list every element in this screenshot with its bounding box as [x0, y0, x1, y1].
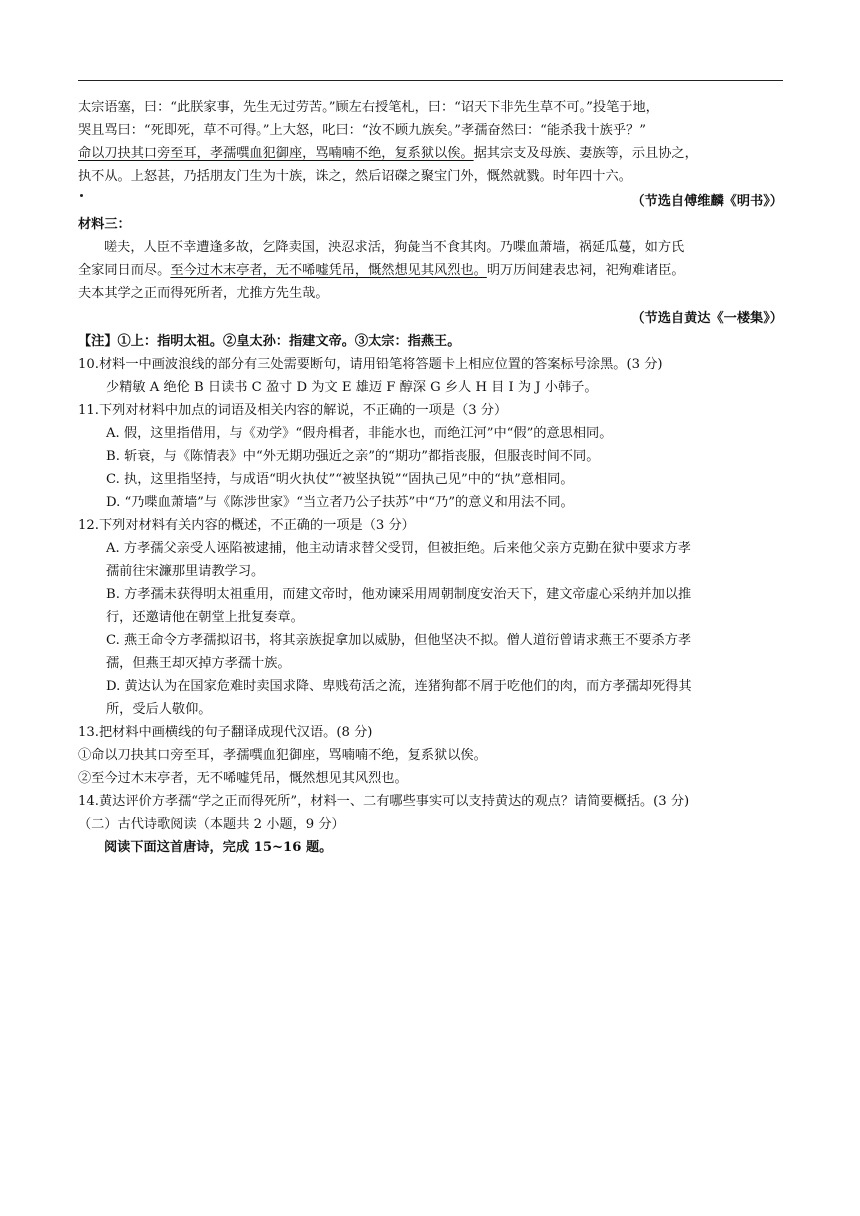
sentence-2: ②至今过木末亭者，无不唏嘘凭吊，慨然想见其风烈也。 [78, 771, 408, 786]
passage-line: 太宗语塞，曰：“此朕家事，先生无过劳苦。”顾左右授笔札，曰：“诏天下非先生草不可。”投笔于地， [78, 100, 659, 115]
passage-line: 哭且骂曰：“死即死，草不可得。”上大怒，叱曰：“汝不顾九族矣。”孝孺奋然曰：“能杀我十族乎？” [78, 123, 646, 138]
question-text: 少精敏 A 绝伦 B 日读书 C 盈寸 D 为文 E 雄迈 F 醇深 G 乡人 H 目 I 为 J 小韩子。 [106, 380, 598, 395]
option-d: D. “乃喋血萧墙”与《陈涉世家》“当立者乃公子扶苏”中“乃”的意义和用法不同。 [106, 495, 574, 510]
option-d: D. 黄达认为在国家危难时卖国求降、卑贱苟活之流，连猪狗都不屑于吃他们的肉，而方孝孺却死得其 [106, 679, 692, 694]
passage-source: （节选自傅维麟《明书》） [631, 194, 783, 209]
annotation-note: 【注】①上：指明太祖。②皇太孙：指建文帝。③太宗：指燕王。 [78, 334, 461, 349]
option-b: B. 方孝孺未获得明太祖重用，而建文帝时，他劝谏采用周朝制度安治天下，建文帝虚心采纳并加以推 [106, 587, 692, 602]
question-stem: 13.把材料中画横线的句子翻译成现代汉语。(8 分) [78, 725, 373, 740]
question-stem: 12.下列对材料有关内容的概述，不正确的一项是（3 分） [78, 518, 415, 533]
option-d-cont: 所，受后人敬仰。 [106, 702, 212, 717]
question-stem: 11.下列对材料中加点的词语及相关内容的解说，不正确的一项是（3 分） [78, 403, 508, 418]
option-a-cont: 孺前往宋濂那里请教学习。 [106, 564, 265, 579]
emphasis-dot [80, 194, 83, 197]
question-11 [78, 399, 783, 514]
material-3-line: 嗟夫，人臣不幸遭逢多故，乞降卖国，泱忍求活，狗彘当不食其肉。乃喋血萧墙，祸延瓜蔓，如方氏 [104, 240, 685, 255]
material-3 [78, 213, 783, 330]
question-12 [78, 514, 783, 721]
option-a: A. 方孝孺父亲受人诬陷被逮捕，他主动请求替父受罚，但被拒绝。后来他父亲方克勤在狱中要求方孝 [106, 541, 691, 556]
material-text: 全家同日而尽。 [78, 263, 171, 278]
underlined-sentence-2: 至今过木末亭者，无不唏嘘凭吊，慨然想见其风烈也。 [170, 263, 487, 278]
material-3-heading: 材料三： [78, 217, 131, 232]
option-a: A. 假，这里指借用，与《劝学》“假舟楫者，非能水也，而绝江河”中“假”的意思相同。 [106, 426, 613, 441]
passage-end [78, 96, 783, 213]
question-14 [78, 790, 783, 813]
material-3-line: 夫本其学之正而得死所者，尤推方先生哉。 [78, 286, 329, 301]
passage-text: 据其宗支及母族、妻族等，示且协之， [473, 146, 698, 161]
question-13 [78, 721, 783, 790]
question-10 [78, 353, 783, 399]
section-heading: （二）古代诗歌阅读（本题共 2 小题，9 分） [78, 817, 345, 832]
header-rule [78, 80, 783, 81]
section-instruction: 阅读下面这首唐诗，完成 15~16 题。 [104, 840, 333, 855]
option-c-cont: 孺，但燕王却灭掉方孝孺十族。 [106, 656, 291, 671]
option-c: C. 燕王命令方孝孺拟诏书，将其亲族捉拿加以威胁，但他坚决不拟。僧人道衍曾请求燕王不要杀方孝 [106, 633, 692, 648]
option-b-cont: 行，还邀请他在朝堂上批复奏章。 [106, 610, 304, 625]
passage-line: 执不从。上怒甚，乃括朋友门生为十族，诛之，然后诏磔之聚宝门外，慨然就戮。时年四十六。 [78, 169, 632, 184]
underlined-sentence-1: 命以刀抉其口旁至耳，孝孺噀血犯御座，骂喃喃不绝，复系狱以俟。 [78, 146, 474, 161]
section-2 [78, 813, 783, 859]
question-stem: 10.材料一中画波浪线的部分有三处需要断句，请用铅笔将答题卡上相应位置的答案标号涂黑。(3 分) [78, 357, 663, 372]
material-3-source: （节选自黄达《一楼集》） [631, 311, 783, 326]
question-stem: 14.黄达评价方孝孺“学之正而得死所”，材料一、二有哪些事实可以支持黄达的观点？请简要概括。(3 分) [78, 794, 690, 809]
material-3-line [78, 259, 783, 282]
passage-line [78, 142, 783, 165]
sentence-1: ①命以刀抉其口旁至耳，孝孺噀血犯御座，骂喃喃不绝，复系狱以俟。 [78, 748, 487, 763]
material-text: 明万历间建表忠祠，祀殉难诸臣。 [486, 263, 685, 278]
option-b: B. 斩衰，与《陈情表》中“外无期功强近之亲”的“期功”都指丧服，但服丧时间不同。 [106, 449, 600, 464]
option-c: C. 执，这里指坚持，与成语“明火执仗”“被坚执锐”“固执己见”中的“执”意相同。 [106, 472, 574, 487]
document-body [78, 96, 783, 859]
